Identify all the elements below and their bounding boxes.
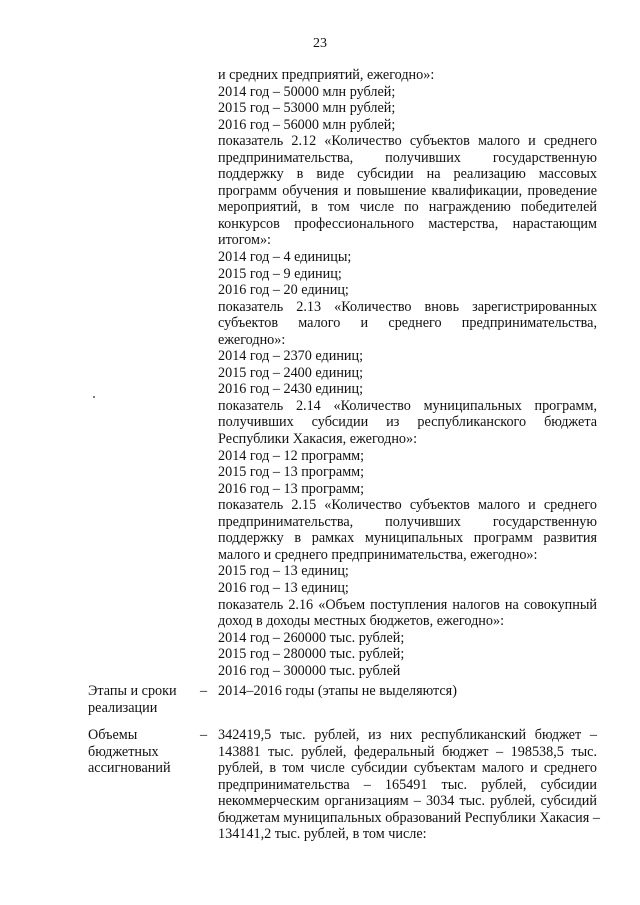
text-line: малого и среднего предпринимательства, ежегодно»: [218,546,538,563]
text-line: 2015 год – 280000 тыс. рублей; [218,646,405,663]
text-line: 2016 год – 56000 млн рублей; [218,116,396,133]
value-line: 342419,5 тыс. рублей, из них республиканский бюджет – [218,727,597,743]
value-line: бюджетам муниципальных образований Республики Хакасия – [218,809,600,826]
value-line: предпринимательства – 165491 тыс. рублей, субсидии [218,776,597,793]
label-line: Объемы [88,727,138,743]
text-line: программ обучения и повышение квалификации, проведение [218,182,597,199]
text-line: Республики Хакасия, ежегодно»: [218,431,418,448]
text-line: 2014 год – 260000 тыс. рублей; [218,629,405,646]
budget-dash: – [200,727,208,743]
text-line: 2014 год – 2370 единиц; [218,348,364,365]
text-line: показатель 2.15 «Количество субъектов малого и среднего [218,497,597,514]
text-line: 2016 год – 13 единиц; [218,579,349,596]
text-line: показатель 2.16 «Объем поступления налогов на совокупный [218,596,597,613]
text-line: поддержку в виде субсидии на реализацию массовых [218,166,597,183]
text-line: ежегодно»: [218,331,286,348]
text-line: поддержку в рамках муниципальных программ развития [218,530,597,547]
text-line: предпринимательства, получивших государственную [218,149,597,166]
label-line: ассигнований [88,760,171,777]
text-line: 2016 год – 20 единиц; [218,282,349,299]
text-line: 2014 год – 50000 млн рублей; [218,83,396,100]
text-line: показатель 2.12 «Количество субъектов малого и среднего [218,133,597,150]
text-line: доход в доходы местных бюджетов, ежегодно»: [218,613,505,630]
text-line: субъектов малого и среднего предпринимательства, [218,315,597,332]
page-number: 23 [313,36,327,51]
stages-label [88,683,200,716]
indicators-continuation [218,67,597,679]
text-line: 2016 год – 13 программ; [218,480,365,497]
text-line: показатель 2.13 «Количество вновь зарегистрированных [218,298,597,315]
value-line: рублей, в том числе субсидии субъектам малого и среднего [218,760,597,777]
text-line: показатель 2.14 «Количество муниципальных программ, [218,397,597,414]
text-line: конкурсов профессионального мастерства, нарастающим [218,215,597,232]
text-line: 2014 год – 4 единицы; [218,249,352,266]
text-line: 2016 год – 2430 единиц; [218,381,364,398]
stages-value [218,683,597,700]
text-line: 2015 год – 13 единиц; [218,563,349,580]
text-line: 2015 год – 9 единиц; [218,265,342,282]
text-line: 2016 год – 300000 тыс. рублей [218,662,401,679]
text-line: 2014 год – 12 программ; [218,447,365,464]
text-line: итогом»: [218,232,272,249]
text-line: мероприятий, в том числе по награждению победителей [218,199,597,216]
scan-speck [93,396,95,398]
label-line: Этапы и сроки [88,683,177,699]
budget-value [218,727,600,843]
text-line: предпринимательства, получивших государственную [218,513,597,530]
label-line: реализации [88,699,158,716]
value-line: 2014–2016 годы (этапы не выделяются) [218,683,457,699]
value-line: 143881 тыс. рублей, федеральный бюджет – 198538,5 тыс. [218,743,597,760]
label-line: бюджетных [88,743,159,760]
text-line: 2015 год – 13 программ; [218,464,365,481]
stages-dash: – [200,683,208,699]
text-line: 2015 год – 53000 млн рублей; [218,100,396,117]
text-line: и средних предприятий, ежегодно»: [218,67,435,83]
value-line: некоммерческим организациям – 3034 тыс. рублей, субсидий [218,793,597,810]
budget-label [88,727,200,777]
text-line: 2015 год – 2400 единиц; [218,364,364,381]
value-line: 134141,2 тыс. рублей, в том числе: [218,826,427,843]
text-line: получивших субсидии из республиканского бюджета [218,414,597,431]
